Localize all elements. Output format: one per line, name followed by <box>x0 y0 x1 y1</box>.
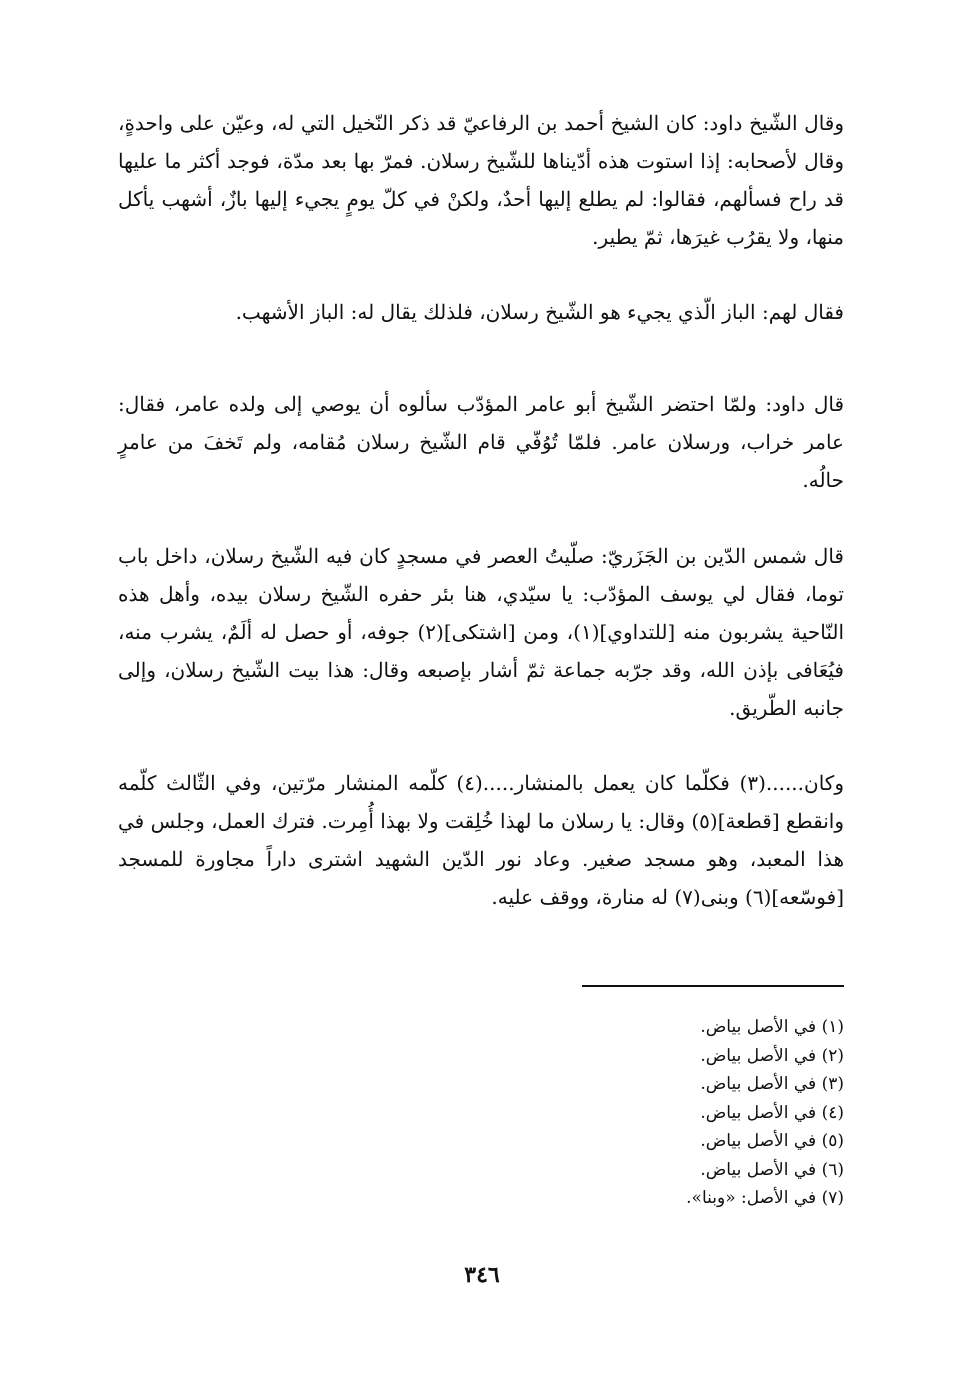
footnote-7: (٧) في الأصل: «وبنا». <box>686 1188 844 1208</box>
paragraph-1: وقال الشّيخ داود: كان الشيخ أحمد بن الرفاعيّ قد ذكر النّخيل التي له، وعيّن على واحدةٍ، وقال لأصحابه: إذا استوت هذه أدّيناها للشّيخ رسلان. فمرّ بها بعد مدّة، فوجد أكثر ما عليها قد راح فسألهم، فقالوا: لم يطلع إليها أحدٌ، ولكنْ في كلّ يومٍ يجيء إليها بازٌ، أشهب يأكل منها، ولا يقرُب غيرَها، ثمّ يطير. <box>118 111 845 249</box>
paragraph-block <box>118 764 844 916</box>
footnote-divider <box>582 985 844 987</box>
paragraph-block <box>118 385 844 499</box>
footnote-5: (٥) في الأصل بياض. <box>700 1131 844 1151</box>
footnote-4: (٤) في الأصل بياض. <box>700 1102 844 1123</box>
footnote-1: (١) في الأصل بياض. <box>700 1017 844 1037</box>
paragraph-block <box>118 537 844 727</box>
footnotes-list <box>444 1013 844 1213</box>
paragraph-5: وكان......(٣) فكلّما كان يعمل بالمنشار.....(٤) كلّمه المنشار مرّتين، وفي الثّالث كلّمه وانقطع [قطعة](٥) وقال: يا رسلان ما لهذا خُلِقت ولا بهذا أُمِرت. فترك العمل، وجلس في هذا المعبد، وهو مسجد صغير. وعاد نور الدّين الشهيد اشترى داراً مجاورة للمسجد [فوسّعه](٦) وبنى(٧) له منارة، ووقف عليه. <box>118 771 844 909</box>
footnote-2: (٢) في الأصل بياض. <box>700 1045 844 1066</box>
paragraph-2: فقال لهم: الباز الّذي يجيء هو الشّيخ رسلان، فلذلك يقال له: الباز الأشهب. <box>235 300 844 324</box>
footnote-6: (٦) في الأصل بياض. <box>700 1159 844 1180</box>
page-number: ٣٤٦ <box>464 1262 500 1288</box>
footnote-3: (٣) في الأصل بياض. <box>700 1074 844 1094</box>
paragraph-block <box>118 104 844 256</box>
paragraph-3: قال داود: ولمّا احتضر الشّيخ أبو عامر المؤدّب سألوه أن يوصي إلى ولده عامر، فقال: عامر خراب، ورسلان عامر. فلمّا تُوُفّي قام الشّيخ رسلان مُقامه، ولم تَخفَ من عامرٍ حالُه. <box>118 392 844 492</box>
paragraph-block <box>118 293 844 331</box>
paragraph-4: قال شمس الدّين بن الجَزَريّ: صلّيتُ العصر في مسجدٍ كان فيه الشّيخ رسلان، داخل باب توما، فقال لي يوسف المؤدّب: يا سيّدي، هنا بئر حفره الشّيخ رسلان بيده، وأهل هذه النّاحية يشربون منه [للتداوي](١)، ومن [اشتكى](٢) جوفه، أو حصل له ألَمٌ، يشرب منه، فيُعَافى بإذن الله، وقد جرّبه جماعة ثمّ أشار بإصبعه وقال: هذا بيت الشّيخ رسلان، وإلى جانبه الطّريق. <box>118 544 845 720</box>
